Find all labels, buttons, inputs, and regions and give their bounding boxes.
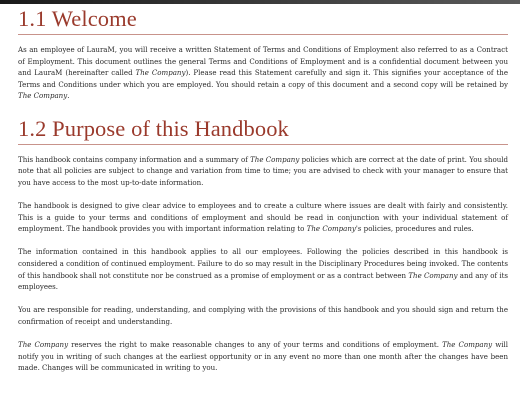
text-run: ). Please read this Statement carefully and sign it. This signifies your acceptance of the Terms and Conditions under which you are employed. You should retain a copy of this document and a second copy will be retained by (18, 68, 508, 89)
text-run: The information contained in this handbook applies to all our employees. Following the policies described in this handbook is considered a condition of continued employment. Failure to do so may result in the Disciplinary Procedures being invoked. The contents of this handbook shall not constitute nor be construed as a promise of employment or as a contract between (18, 247, 508, 280)
welcome-paragraph (18, 44, 508, 102)
section-heading-welcome: 1.1 Welcome (18, 6, 137, 31)
heading-underline (18, 34, 508, 35)
document-page (18, 4, 508, 385)
heading-underline (18, 144, 508, 145)
italic-company-name: The Company (18, 91, 68, 101)
purpose-paragraph-2 (18, 200, 508, 235)
purpose-paragraph-1 (18, 154, 508, 189)
text-run: will notify you in writing of such changes at the earliest opportunity or in any event no more than one month after the changes have been made. Changes will be communicated in writing to you. (18, 340, 508, 373)
text-run: The handbook is designed to give clear advice to employees and to create a culture where issues are dealt with fairly and consistently. This is a guide to your terms and conditions of employment and should be read in conjunction with your individual statement of employment. The handbook provides you with important information relating to (18, 200, 508, 234)
section-heading-purpose: 1.2 Purpose of this Handbook (18, 115, 289, 141)
text-run: This handbook contains company information and a summary of (18, 154, 251, 164)
text-run: As an employee of LauraM, you will receive a written Statement of Terms and Conditions of Employment also referred to as a Contract of Employment. This document outlines the general Terms and Conditions of Employment and is a confidential document between you and LauraM (hereinafter called (18, 45, 508, 78)
text-run: . (67, 91, 70, 101)
italic-company-name: The Company (135, 68, 186, 78)
purpose-paragraph-4 (18, 304, 508, 327)
italic-company-name: The Company (442, 340, 493, 350)
purpose-paragraph-3 (18, 246, 508, 292)
italic-company-name: The Company's (306, 224, 362, 234)
italic-company-name: The Company (18, 340, 69, 350)
italic-company-name: The Company (408, 270, 458, 280)
purpose-paragraph-5 (18, 339, 508, 374)
text-run: and any of its employees. (18, 270, 509, 292)
italic-company-name: The Company (250, 154, 300, 164)
text-run: policies which are correct at the date of print. You should note that all policies are subject to change and variation from time to time; you are advised to check with your manager to ensure that you have access to the most up-to-date information. (18, 154, 509, 187)
text-run: reserves the right to make reasonable changes to any of your terms and conditions of employment. (68, 340, 443, 350)
text-run: You are responsible for reading, understanding, and complying with the provisions of this handbook and you should sign and return the confirmation of receipt and understanding. (18, 305, 508, 326)
text-run: policies, procedures and rules. (361, 224, 474, 234)
